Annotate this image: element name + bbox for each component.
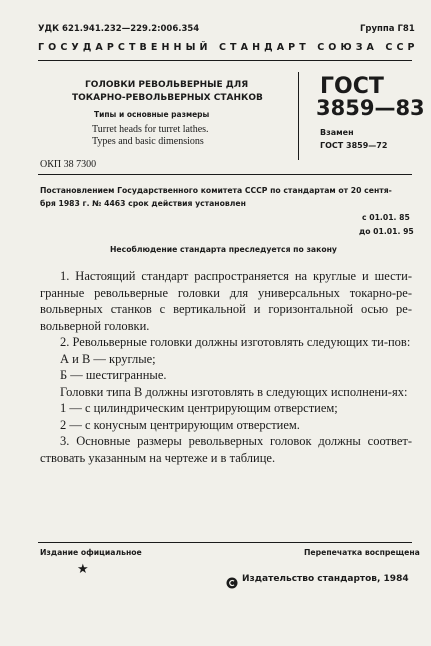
gost-label: ГОСТ xyxy=(320,74,384,99)
udk-code: УДК 621.941.232—229.2:006.354 xyxy=(38,24,200,34)
body-text xyxy=(40,268,412,466)
decree-line-2: бря 1983 г. № 4463 срок действия установлен xyxy=(40,199,246,208)
header-divider xyxy=(38,60,412,61)
star-icon: ★ xyxy=(77,561,89,576)
official-edition: Издание официальное xyxy=(40,548,142,557)
gost-number: 3859—83 xyxy=(316,96,425,120)
law-notice: Несоблюдение стандарта преследуется по закону xyxy=(110,245,337,254)
replaces-value: ГОСТ 3859—72 xyxy=(320,141,388,150)
paragraph-1: 1. Настоящий стандарт распространяется на круглые и шести-гранные револьверные головки для универсальных токарно-ре-вольверных станков с вертикальной и горизонтальной осью ре-вольверной головки. xyxy=(40,269,412,333)
paragraph-2: 2. Револьверные головки должны изготовлять следующих ти-пов: xyxy=(60,335,411,349)
paragraph-3: 3. Основные размеры револьверных головок должны соответ-ствовать указанным на чертеже и в таблице. xyxy=(40,434,412,465)
title-en-line-1: Turret heads for turret lathes. xyxy=(92,124,209,135)
decree-line-1: Постановлением Государственного комитета СССР по стандартам от 20 сентя- xyxy=(40,186,392,195)
type-v-variants: Головки типа В должны изготовлять в следующих исполнени-ях: xyxy=(60,384,408,399)
banner: ГОСУДАРСТВЕННЫЙ СТАНДАРТ СОЮЗА ССР xyxy=(38,42,419,53)
copyright-icon xyxy=(226,574,238,586)
type-a-v: А и В — круглые; xyxy=(60,351,156,366)
title-divider xyxy=(298,72,299,160)
title-en-line-2: Types and basic dimensions xyxy=(92,136,204,147)
title-line-2: ТОКАРНО-РЕВОЛЬВЕРНЫХ СТАНКОВ xyxy=(72,93,263,103)
variant-1: 1 — с цилиндрическим центрирующим отверстием; xyxy=(60,401,338,415)
footer-divider xyxy=(38,542,412,543)
variant-2: 2 — с конусным центрирующим отверстием. xyxy=(60,417,300,432)
title-subtitle: Типы и основные размеры xyxy=(94,110,210,119)
reprint-notice: Перепечатка воспрещена xyxy=(304,548,420,557)
validity-from: с 01.01. 85 xyxy=(362,213,410,222)
validity-to: до 01.01. 95 xyxy=(359,227,414,236)
publisher: Издательство стандартов, 1984 xyxy=(242,574,409,584)
type-b: Б — шестигранные. xyxy=(60,368,167,382)
title-line-1: ГОЛОВКИ РЕВОЛЬВЕРНЫЕ ДЛЯ xyxy=(85,80,249,90)
replaces-label: Взамен xyxy=(320,128,354,137)
okp-code: ОКП 38 7300 xyxy=(40,159,97,170)
okp-divider xyxy=(38,174,412,175)
group-code: Группа Г81 xyxy=(360,24,415,34)
